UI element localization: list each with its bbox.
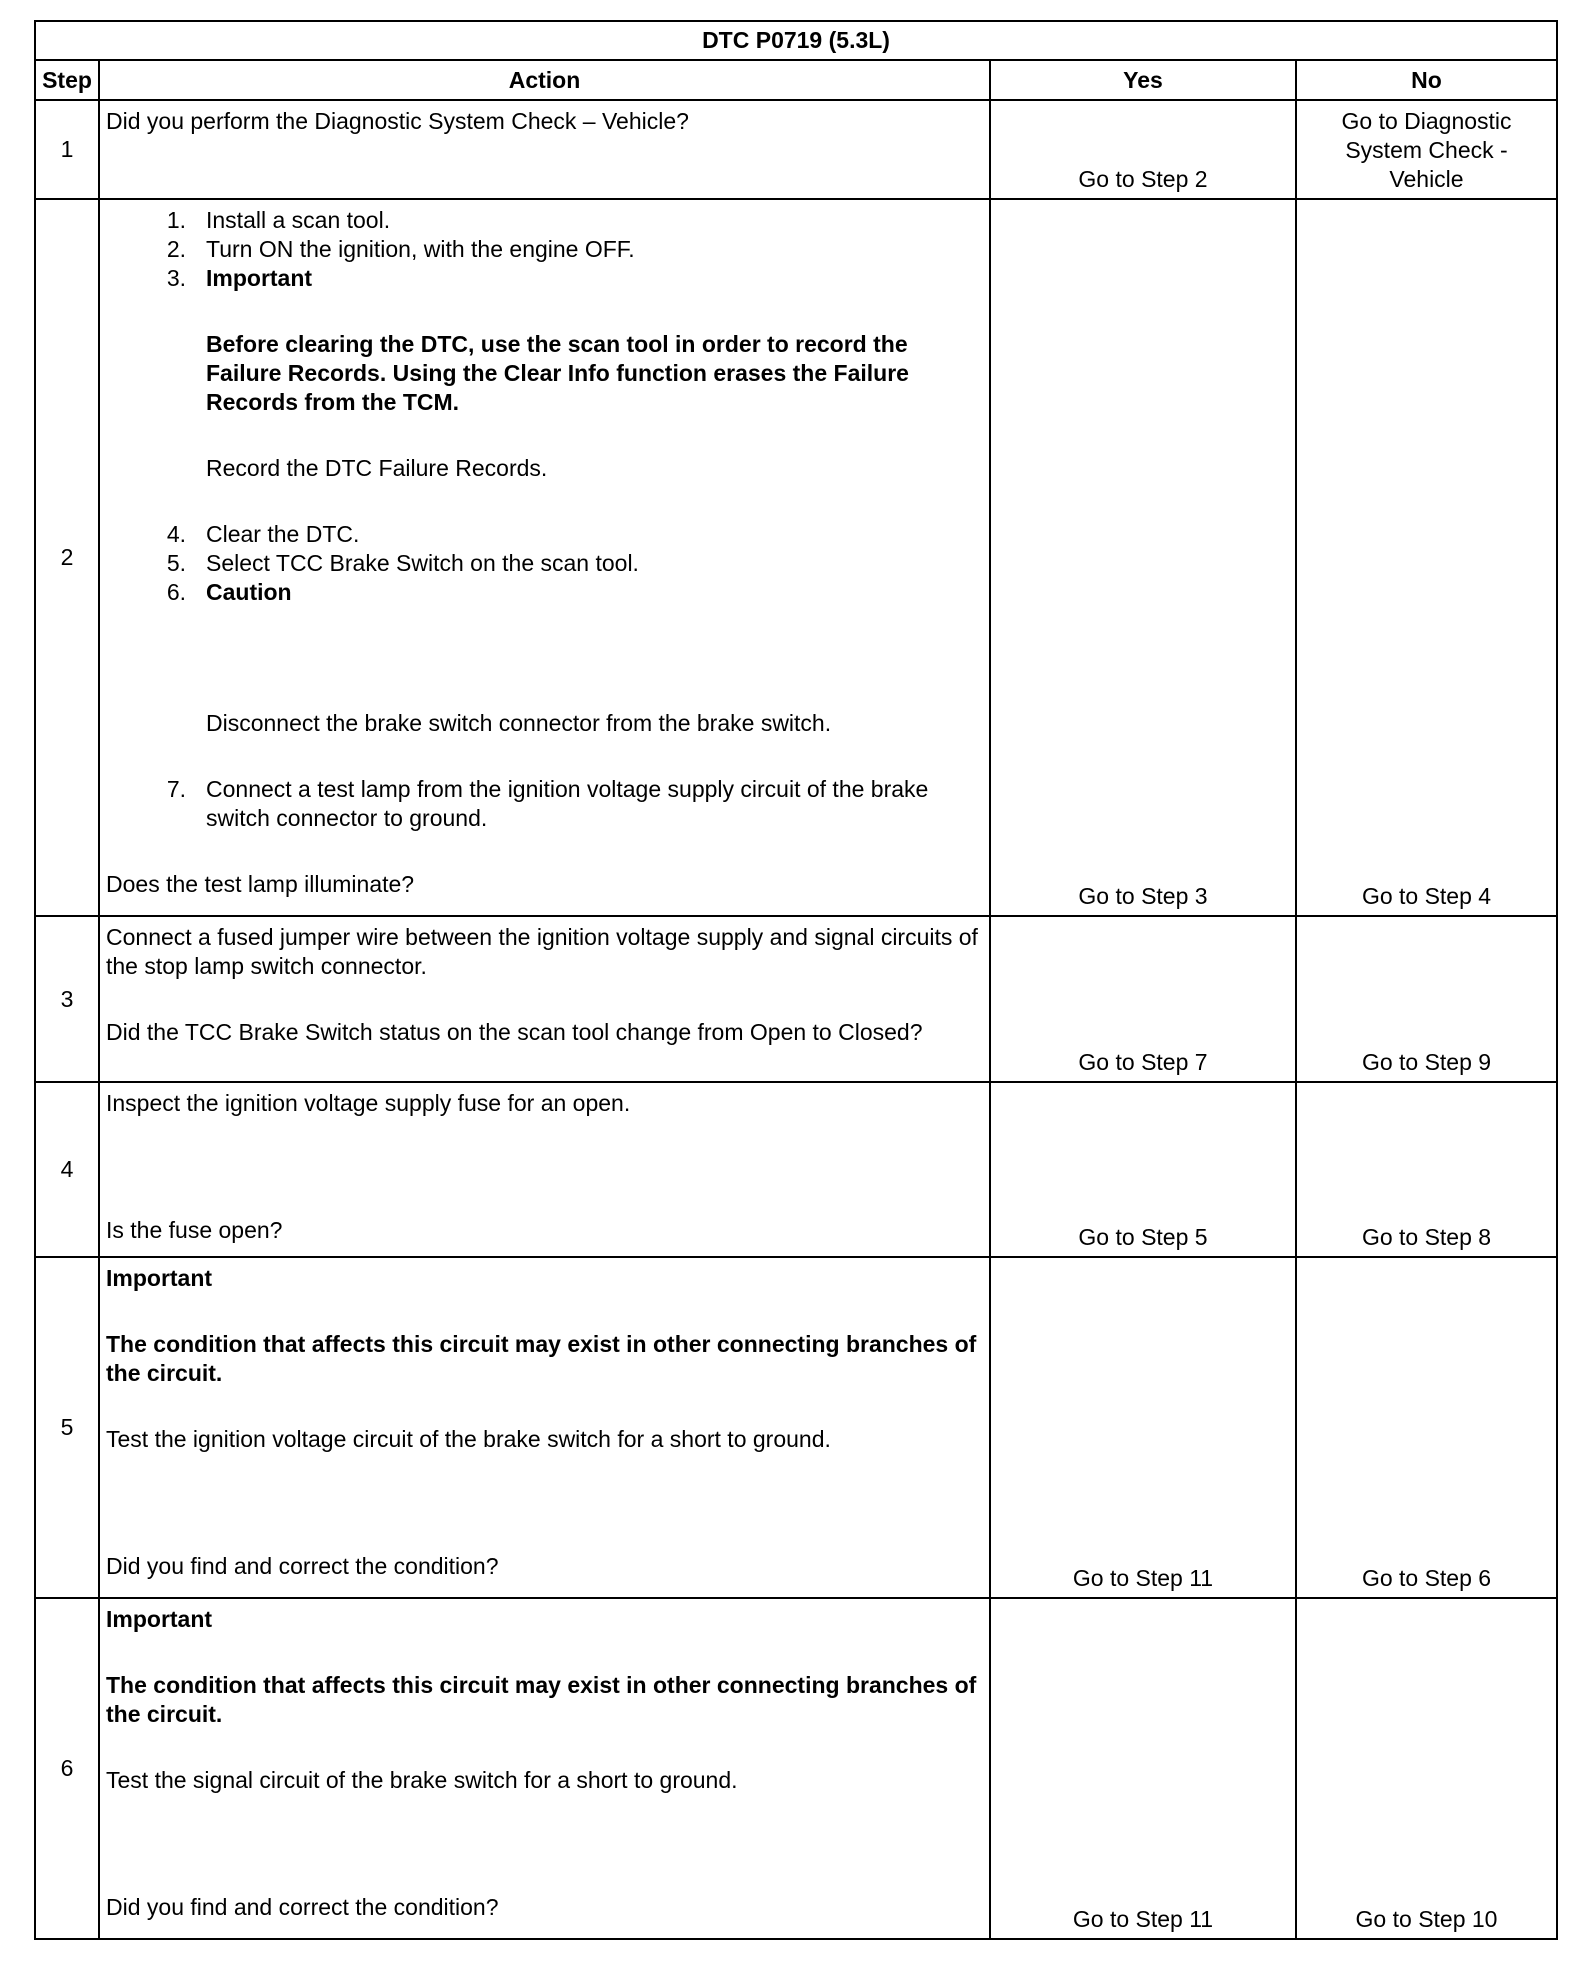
document-page — [34, 20, 1556, 1940]
table-row — [35, 1082, 1557, 1257]
table-title: DTC P0719 (5.3L) — [35, 21, 1557, 60]
yes-cell: Go to Step 3 — [990, 199, 1296, 916]
important-note: Before clearing the DTC, use the scan tool in order to record the Failure Records. Using the Clear Info function erases the Failure Records from the TCM. — [206, 331, 909, 415]
action-text: Connect a fused jumper wire between the ignition voltage supply and signal circuits of the stop lamp switch connector. — [106, 924, 978, 979]
yes-cell: Go to Step 7 — [990, 916, 1296, 1082]
action-cell — [99, 100, 990, 199]
header-no: No — [1296, 60, 1557, 100]
yes-cell: Go to Step 11 — [990, 1598, 1296, 1939]
list-item: 6. Caution — [166, 579, 292, 605]
table-title-row — [35, 21, 1557, 60]
table-row — [35, 1257, 1557, 1598]
table-row — [35, 916, 1557, 1082]
table-row — [35, 199, 1557, 916]
no-cell: Go to Diagnostic System Check - Vehicle — [1296, 100, 1557, 199]
action-cell — [99, 1082, 990, 1257]
table-row — [35, 100, 1557, 199]
important-note: The condition that affects this circuit may exist in other connecting branches of the circuit. — [106, 1331, 977, 1386]
header-yes: Yes — [990, 60, 1296, 100]
list-item: 2. Turn ON the ignition, with the engine OFF. — [166, 236, 635, 262]
action-cell — [99, 916, 990, 1082]
action-cell — [99, 1257, 990, 1598]
important-note: The condition that affects this circuit may exist in other connecting branches of the circuit. — [106, 1672, 977, 1727]
question-text: Did the TCC Brake Switch status on the scan tool change from Open to Closed? — [106, 1019, 923, 1045]
diagnostic-table — [34, 20, 1558, 1940]
table-row — [35, 1598, 1557, 1939]
list-item: 5. Select TCC Brake Switch on the scan tool. — [166, 550, 639, 576]
record-text: Record the DTC Failure Records. — [206, 455, 548, 481]
step-number: 6 — [35, 1598, 99, 1939]
important-label: Important — [106, 1265, 213, 1291]
step-number: 1 — [35, 100, 99, 199]
action-cell — [99, 1598, 990, 1939]
header-action: Action — [99, 60, 990, 100]
list-item: 4. Clear the DTC. — [166, 521, 360, 547]
important-label: Important — [106, 1606, 213, 1632]
action-text: Test the ignition voltage circuit of the brake switch for a short to ground. — [106, 1426, 831, 1452]
question-text: Is the fuse open? — [106, 1217, 283, 1243]
list-item: 7. Connect a test lamp from the ignition voltage supply circuit of the brake switch connector to ground. — [166, 776, 929, 831]
action-text: Test the signal circuit of the brake switch for a short to ground. — [106, 1767, 738, 1793]
question-text: Does the test lamp illuminate? — [106, 871, 415, 897]
no-cell: Go to Step 6 — [1296, 1257, 1557, 1598]
table-header-row — [35, 60, 1557, 100]
list-item: 1. Install a scan tool. — [166, 207, 391, 233]
no-cell: Go to Step 4 — [1296, 199, 1557, 916]
list-item: 3. Important — [166, 265, 313, 291]
step-number: 3 — [35, 916, 99, 1082]
question-text: Did you find and correct the condition? — [106, 1894, 499, 1920]
no-cell: Go to Step 9 — [1296, 916, 1557, 1082]
yes-cell: Go to Step 5 — [990, 1082, 1296, 1257]
step-number: 5 — [35, 1257, 99, 1598]
disconnect-text: Disconnect the brake switch connector from the brake switch. — [206, 710, 832, 736]
step-number: 4 — [35, 1082, 99, 1257]
action-text: Did you perform the Diagnostic System Check – Vehicle? — [106, 108, 689, 134]
yes-cell: Go to Step 11 — [990, 1257, 1296, 1598]
header-step: Step — [35, 60, 99, 100]
action-text: Inspect the ignition voltage supply fuse for an open. — [106, 1090, 631, 1116]
no-cell: Go to Step 10 — [1296, 1598, 1557, 1939]
yes-cell: Go to Step 2 — [990, 100, 1296, 199]
action-cell — [99, 199, 990, 916]
step-number: 2 — [35, 199, 99, 916]
question-text: Did you find and correct the condition? — [106, 1553, 499, 1579]
no-cell: Go to Step 8 — [1296, 1082, 1557, 1257]
